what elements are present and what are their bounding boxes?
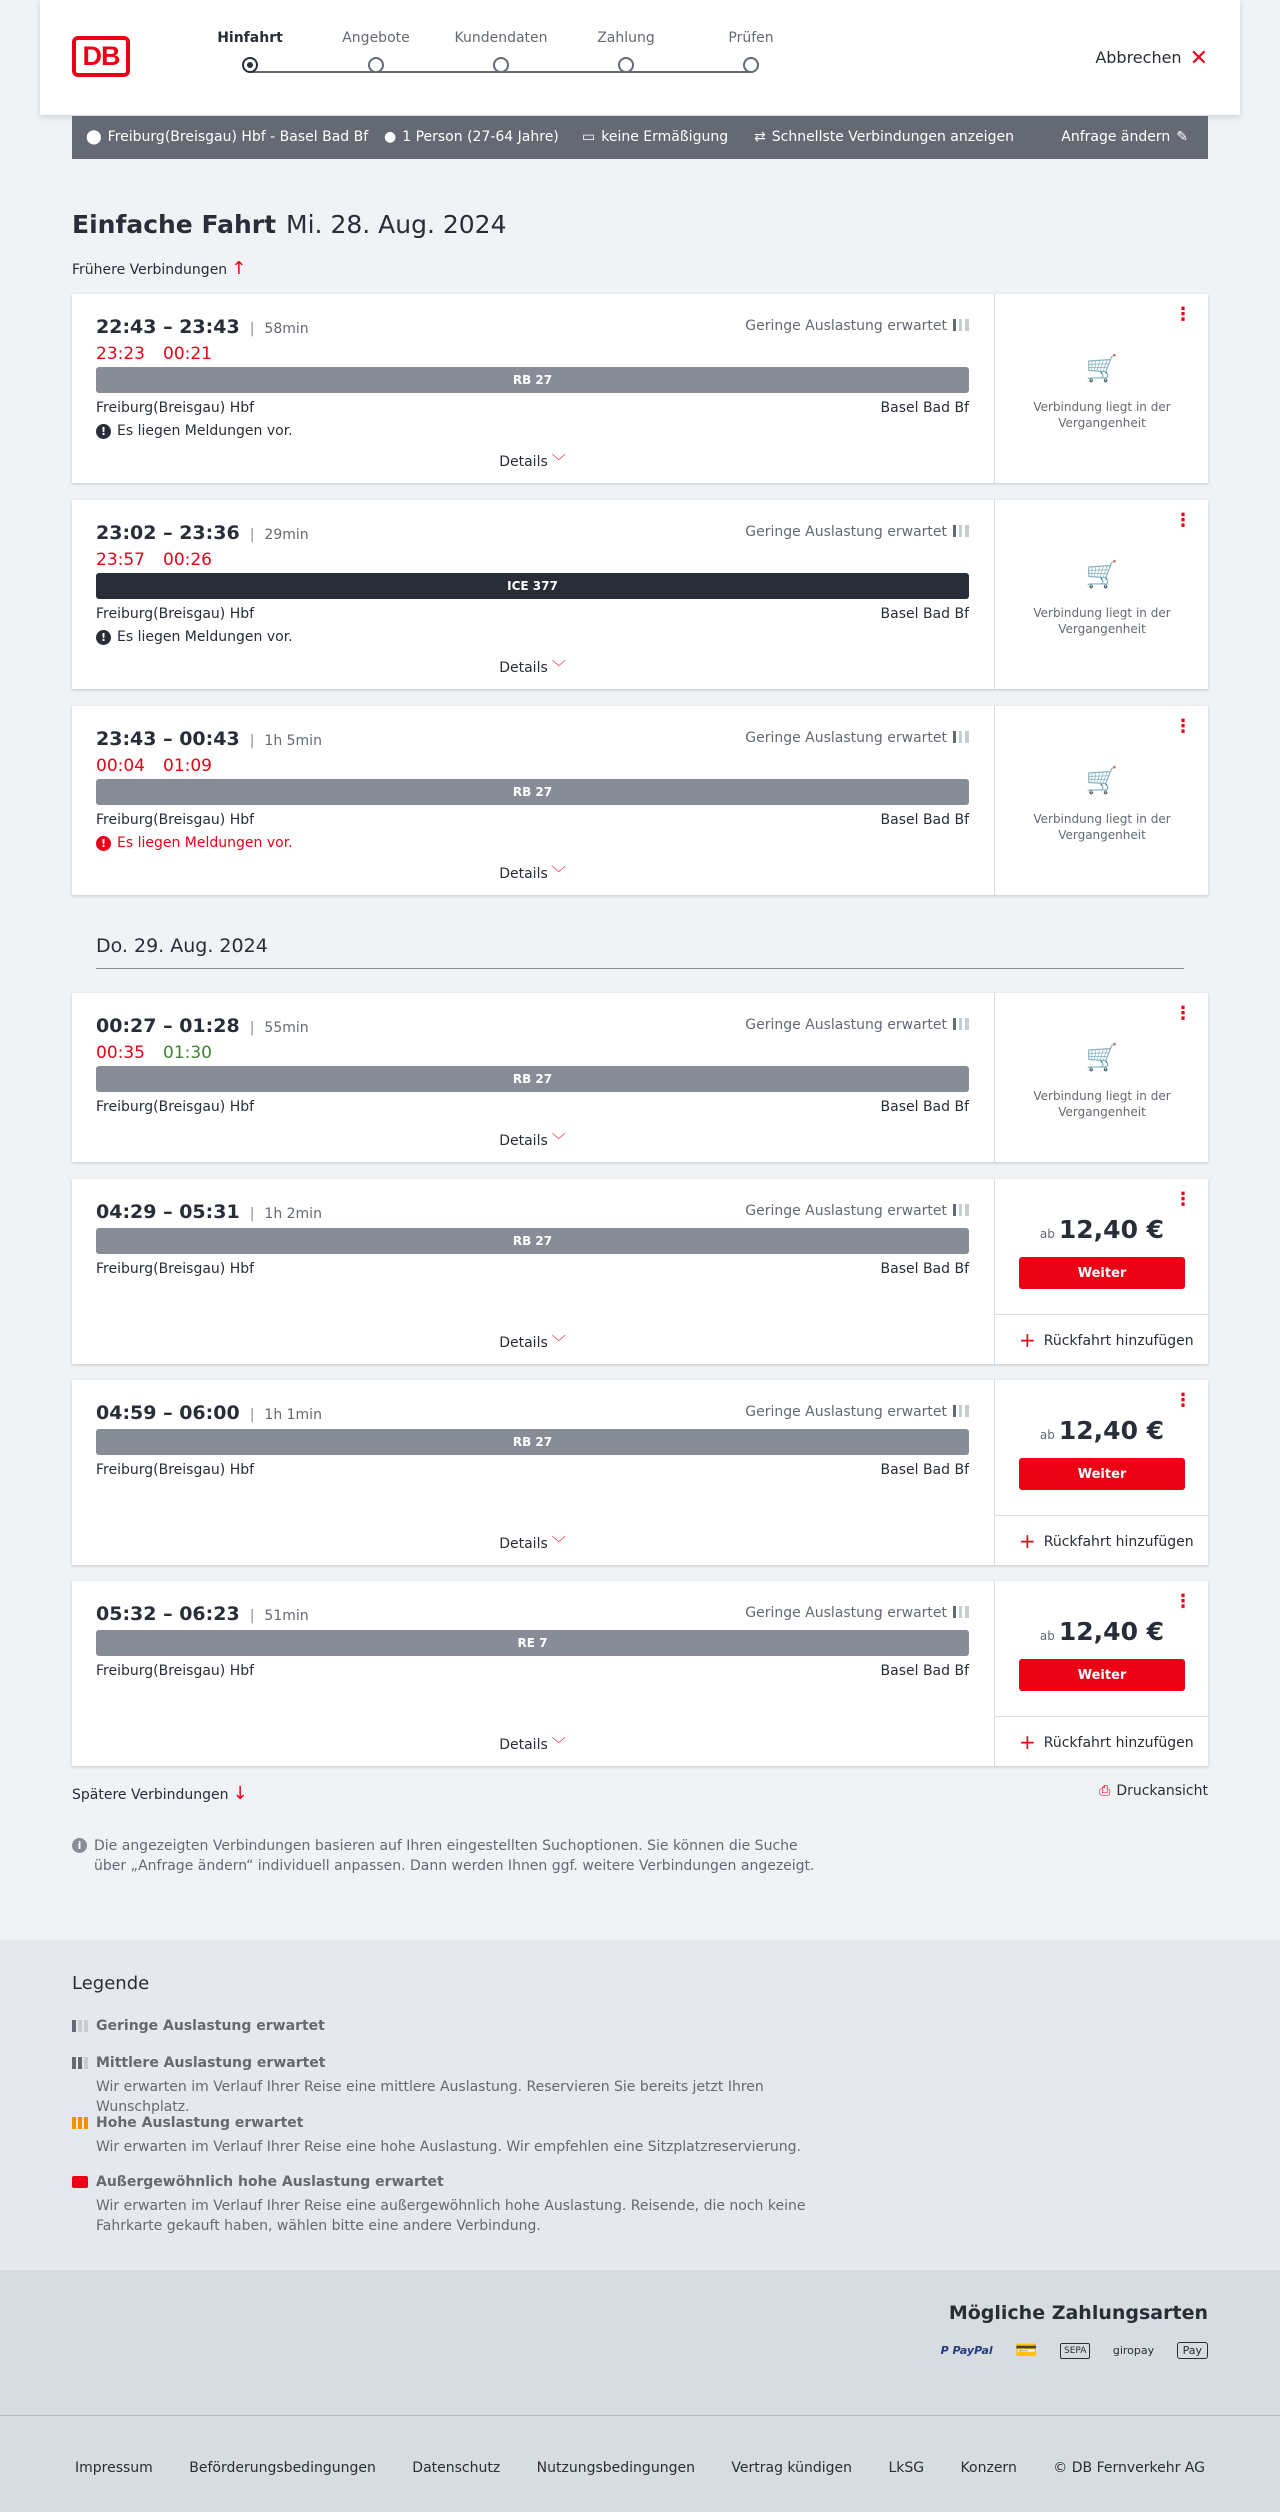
price	[995, 1215, 1209, 1244]
train-bar: RB 27	[96, 367, 969, 393]
load-indicator	[745, 318, 969, 334]
booking-panel	[994, 1380, 1208, 1565]
cancel-label: Abbrechen	[1095, 48, 1182, 67]
price-prefix: ab	[1039, 1227, 1055, 1241]
message-text: Es liegen Meldungen vor.	[117, 835, 293, 851]
train-bar: RB 27	[96, 779, 969, 805]
footer-link-befoerderung[interactable]: Beförderungsbedingungen	[189, 2460, 376, 2476]
credit-card-icon: 💳	[1015, 2340, 1038, 2361]
persons-text: 1 Person (27-64 Jahre)	[402, 129, 559, 145]
booking-panel	[994, 993, 1208, 1162]
chevron-down-icon: ﹀	[551, 866, 566, 882]
origin-station: Freiburg(Breisgau) Hbf	[96, 606, 255, 622]
step-dot	[242, 57, 258, 73]
add-return-label: Rückfahrt hinzufügen	[1043, 1534, 1194, 1550]
paypal-icon: P PayPal	[940, 2344, 993, 2357]
connection-card	[72, 993, 1208, 1162]
details-label: Details	[499, 1536, 548, 1552]
add-return-label: Rückfahrt hinzufügen	[1043, 1735, 1194, 1751]
destination-station: Basel Bad Bf	[880, 1663, 969, 1679]
train-bar: ICE 377	[96, 573, 969, 599]
duration: | 58min	[250, 321, 309, 337]
step-label: Angebote	[342, 30, 410, 46]
details-toggle[interactable]	[72, 657, 993, 677]
step-label: Kundendaten	[454, 30, 548, 46]
info-text: Die angezeigten Verbindungen basieren auf Ihren eingestellten Suchoptionen. Sie können die Suche über „Anfrage ändern“ individuell anpassen. Dann werden Ihnen ggf. weitere Verbindungen angezeigt.	[94, 1838, 815, 1874]
load-text: Geringe Auslastung erwartet	[745, 318, 947, 334]
pencil-icon: ✎	[1176, 129, 1188, 145]
footer-link-kuendigen[interactable]: Vertrag kündigen	[731, 2460, 852, 2476]
sepa-icon: SEPA	[1060, 2343, 1090, 2359]
chevron-down-icon: ﹀	[551, 454, 566, 470]
details-toggle[interactable]	[72, 451, 993, 471]
destination-station: Basel Bad Bf	[880, 1261, 969, 1277]
realtime-arrival: 01:30	[163, 1043, 212, 1063]
connection-main[interactable]	[72, 500, 993, 689]
connection-main[interactable]	[72, 1581, 993, 1766]
legend-item-title: Geringe Auslastung erwartet	[96, 2018, 325, 2034]
destination-station: Basel Bad Bf	[880, 812, 969, 828]
summary-fastest	[754, 129, 1014, 145]
duration: | 1h 2min	[250, 1206, 322, 1222]
legend-item-high	[72, 2115, 832, 2157]
train-bar: RB 27	[96, 1429, 969, 1455]
train-bar: RE 7	[96, 1630, 969, 1656]
fastest-text: Schnellste Verbindungen anzeigen	[771, 129, 1014, 145]
alert-icon: !	[96, 836, 111, 851]
footer-link-datenschutz[interactable]: Datenschutz	[412, 2460, 501, 2476]
later-label: Spätere Verbindungen	[72, 1787, 229, 1803]
time-range: 04:59 – 06:00	[96, 1402, 240, 1424]
origin-station: Freiburg(Breisgau) Hbf	[96, 812, 255, 828]
load-very-high-icon	[72, 2176, 88, 2188]
duration: | 51min	[250, 1608, 309, 1624]
train-bar: RB 27	[96, 1066, 969, 1092]
plus-icon: +	[1019, 1529, 1036, 1553]
details-toggle[interactable]	[72, 1332, 993, 1352]
connection-main[interactable]	[72, 1179, 993, 1364]
booking-panel	[994, 1581, 1208, 1766]
progress-steps	[210, 30, 774, 80]
step-dot	[743, 57, 759, 73]
chevron-down-icon: ﹀	[551, 660, 566, 676]
connection-times	[96, 728, 322, 750]
message-notice	[96, 629, 293, 645]
earlier-label: Frühere Verbindungen	[72, 262, 228, 278]
summary-route	[86, 129, 368, 145]
realtime-times	[96, 344, 230, 364]
load-indicator	[745, 1404, 969, 1420]
footer	[0, 2415, 1280, 2512]
booking-panel	[994, 500, 1208, 689]
origin-station: Freiburg(Breisgau) Hbf	[96, 1261, 255, 1277]
chevron-down-icon: ﹀	[551, 1133, 566, 1149]
trip-type: Einfache Fahrt	[72, 210, 277, 239]
print-label: Druckansicht	[1116, 1783, 1208, 1799]
load-low-icon	[953, 1405, 969, 1417]
db-logo[interactable]: DB	[72, 36, 130, 77]
connection-main[interactable]	[72, 294, 993, 483]
load-indicator	[745, 1605, 969, 1621]
realtime-departure: 23:57	[96, 550, 145, 570]
legend-item-medium	[72, 2055, 832, 2117]
connection-times	[96, 1603, 309, 1625]
origin-station: Freiburg(Breisgau) Hbf	[96, 1663, 255, 1679]
location-pin-icon: ⬤	[86, 129, 102, 145]
duration: | 1h 1min	[250, 1407, 322, 1423]
load-indicator	[745, 730, 969, 746]
search-summary-bar	[72, 116, 1208, 159]
chevron-down-icon: ﹀	[551, 1737, 566, 1753]
legend-section	[0, 1940, 1280, 2270]
footer-link-lksg[interactable]: LkSG	[888, 2460, 925, 2476]
payment-title: Mögliche Zahlungsarten	[948, 2302, 1208, 2324]
destination-station: Basel Bad Bf	[880, 400, 969, 416]
connection-card	[72, 1179, 1208, 1364]
load-low-icon	[953, 1204, 969, 1216]
more-options-icon[interactable]: ⋮	[1174, 1003, 1192, 1024]
load-low-icon	[72, 2020, 88, 2032]
legend-title: Legende	[72, 1973, 150, 1994]
past-connection-note: Verbindung liegt in der Vergangenheit	[1033, 606, 1171, 636]
legend-item-title: Hohe Auslastung erwartet	[96, 2115, 304, 2131]
chevron-down-icon: ﹀	[551, 1536, 566, 1552]
legend-item-title: Mittlere Auslastung erwartet	[96, 2055, 326, 2071]
message-text: Es liegen Meldungen vor.	[117, 629, 293, 645]
realtime-arrival: 00:26	[163, 550, 212, 570]
time-range: 05:32 – 06:23	[96, 1603, 240, 1625]
printer-icon: ⎙	[1099, 1783, 1111, 1799]
connection-times	[96, 1402, 322, 1424]
destination-station: Basel Bad Bf	[880, 1099, 969, 1115]
details-toggle[interactable]	[72, 1533, 993, 1553]
legend-item-very-high	[72, 2174, 832, 2236]
alert-icon: !	[96, 424, 111, 439]
legend-item-text: Wir erwarten im Verlauf Ihrer Reise eine hohe Auslastung. Wir empfehlen eine Sitzplatzreservierung.	[96, 2139, 801, 2155]
load-text: Geringe Auslastung erwartet	[745, 524, 947, 540]
load-text: Geringe Auslastung erwartet	[745, 730, 947, 746]
realtime-arrival: 00:21	[163, 344, 212, 364]
header	[40, 0, 1240, 115]
details-toggle[interactable]	[72, 1130, 993, 1150]
close-icon: ✕	[1189, 46, 1208, 71]
cancel-button[interactable]	[1095, 46, 1208, 71]
details-label: Details	[499, 1133, 548, 1149]
footer-link-konzern[interactable]: Konzern	[960, 2460, 1017, 2476]
time-range: 23:43 – 00:43	[96, 728, 240, 750]
connection-times	[96, 522, 309, 544]
load-medium-icon	[72, 2057, 88, 2069]
cart-icon: 🛒	[1085, 766, 1119, 796]
summary-discount	[582, 129, 728, 145]
bahncard-icon: ▭	[582, 129, 596, 145]
realtime-departure: 00:35	[96, 1043, 145, 1063]
step-pruefen[interactable]	[691, 30, 811, 73]
more-options-icon[interactable]: ⋮	[1174, 1189, 1192, 1210]
info-icon: i	[72, 1838, 87, 1853]
realtime-departure: 00:04	[96, 756, 145, 776]
connection-times	[96, 1201, 322, 1223]
price	[995, 1617, 1209, 1646]
continue-button[interactable]: Weiter	[1019, 1458, 1185, 1490]
load-text: Geringe Auslastung erwartet	[745, 1017, 947, 1033]
details-label: Details	[499, 866, 548, 882]
details-toggle[interactable]	[72, 1734, 993, 1754]
realtime-departure: 23:23	[96, 344, 145, 364]
apple-pay-icon: Pay	[1177, 2342, 1208, 2359]
message-text: Es liegen Meldungen vor.	[117, 423, 293, 439]
load-high-icon	[72, 2117, 88, 2129]
cart-icon: 🛒	[1085, 1043, 1119, 1073]
details-label: Details	[499, 454, 548, 470]
step-kundendaten[interactable]	[441, 30, 561, 73]
details-label: Details	[499, 660, 548, 676]
load-indicator	[745, 1017, 969, 1033]
info-note	[72, 1836, 832, 1876]
change-request-label: Anfrage ändern	[1061, 129, 1171, 145]
details-label: Details	[499, 1737, 548, 1753]
realtime-times	[96, 1043, 230, 1063]
step-hinfahrt	[190, 30, 310, 73]
booking-panel	[994, 1179, 1208, 1364]
details-label: Details	[499, 1335, 548, 1351]
connection-card	[72, 500, 1208, 689]
time-range: 04:29 – 05:31	[96, 1201, 240, 1223]
discount-text: keine Ermäßigung	[601, 129, 729, 145]
connection-card	[72, 1581, 1208, 1766]
alert-icon: !	[96, 630, 111, 645]
time-range: 23:02 – 23:36	[96, 522, 240, 544]
more-options-icon[interactable]: ⋮	[1174, 1390, 1192, 1411]
train-bar: RB 27	[96, 1228, 969, 1254]
duration: | 55min	[250, 1020, 309, 1036]
origin-station: Freiburg(Breisgau) Hbf	[96, 400, 255, 416]
step-dot	[368, 57, 384, 73]
chevron-down-icon: ﹀	[551, 1335, 566, 1351]
payment-icons	[923, 2340, 1208, 2361]
more-options-icon[interactable]: ⋮	[1174, 304, 1192, 325]
later-connections-link[interactable]	[72, 1783, 248, 1804]
cart-icon: 🛒	[1085, 560, 1119, 590]
footer-copyright: © DB Fernverkehr AG	[1053, 2460, 1205, 2476]
details-toggle[interactable]	[72, 863, 993, 883]
step-label: Hinfahrt	[217, 30, 283, 46]
arrow-down-icon: ↓	[232, 1783, 248, 1804]
more-options-icon[interactable]: ⋮	[1174, 510, 1192, 531]
continue-button[interactable]: Weiter	[1019, 1659, 1185, 1691]
add-return-button[interactable]	[995, 1314, 1209, 1364]
price-value: 12,40 €	[1058, 1215, 1165, 1244]
price-value: 12,40 €	[1058, 1416, 1165, 1445]
realtime-times	[96, 550, 230, 570]
booking-panel	[994, 294, 1208, 483]
earlier-connections-link[interactable]	[72, 258, 246, 279]
print-view-link[interactable]	[1099, 1783, 1208, 1799]
connection-times	[96, 1015, 309, 1037]
person-icon: ●	[384, 129, 397, 145]
legend-item-text: Wir erwarten im Verlauf Ihrer Reise eine mittlere Auslastung. Reservieren Sie bereits jetzt Ihren Wunschplatz.	[96, 2079, 764, 2115]
swap-arrows-icon: ⇄	[754, 129, 766, 145]
duration: | 29min	[250, 527, 309, 543]
change-request-button[interactable]	[1061, 129, 1194, 145]
plus-icon: +	[1019, 1328, 1036, 1352]
connection-main[interactable]	[72, 1380, 993, 1565]
route-text: Freiburg(Breisgau) Hbf - Basel Bad Bf	[107, 129, 369, 145]
payment-section	[0, 2270, 1280, 2415]
past-connection-note: Verbindung liegt in der Vergangenheit	[1033, 812, 1171, 842]
load-text: Geringe Auslastung erwartet	[745, 1203, 947, 1219]
summary-persons	[384, 129, 559, 145]
time-range: 00:27 – 01:28	[96, 1015, 240, 1037]
load-low-icon	[953, 1606, 969, 1618]
footer-links	[0, 2460, 1280, 2476]
load-low-icon	[953, 1018, 969, 1030]
load-low-icon	[953, 525, 969, 537]
destination-station: Basel Bad Bf	[880, 1462, 969, 1478]
add-return-button[interactable]	[995, 1716, 1209, 1766]
add-return-button[interactable]	[995, 1515, 1209, 1565]
legend-item-title: Außergewöhnlich hohe Auslastung erwartet	[96, 2174, 444, 2190]
price-value: 12,40 €	[1058, 1617, 1165, 1646]
realtime-arrival: 01:09	[163, 756, 212, 776]
connection-times	[96, 316, 309, 338]
legend-item-text: Wir erwarten im Verlauf Ihrer Reise eine außergewöhnlich hohe Auslastung. Reisende, die noch keine Fahrkarte gekauft haben, wählen bitte eine andere Verbindung.	[96, 2198, 806, 2234]
price-prefix: ab	[1039, 1428, 1055, 1442]
trip-date: Mi. 28. Aug. 2024	[286, 210, 507, 239]
giropay-icon: giropay	[1112, 2344, 1155, 2357]
step-dot	[618, 57, 634, 73]
past-connection-note: Verbindung liegt in der Vergangenheit	[1033, 400, 1171, 430]
realtime-times	[96, 756, 230, 776]
footer-link-nutzung[interactable]: Nutzungsbedingungen	[536, 2460, 695, 2476]
load-indicator	[745, 1203, 969, 1219]
load-text: Geringe Auslastung erwartet	[745, 1404, 947, 1420]
message-notice	[96, 835, 293, 851]
page-title	[72, 210, 506, 239]
step-dot	[493, 57, 509, 73]
load-indicator	[745, 524, 969, 540]
destination-station: Basel Bad Bf	[880, 606, 969, 622]
connection-main[interactable]	[72, 706, 993, 895]
continue-button[interactable]: Weiter	[1019, 1257, 1185, 1289]
time-range: 22:43 – 23:43	[96, 316, 240, 338]
footer-link-impressum[interactable]: Impressum	[75, 2460, 153, 2476]
origin-station: Freiburg(Breisgau) Hbf	[96, 1462, 255, 1478]
step-label: Zahlung	[597, 30, 655, 46]
connection-main[interactable]	[72, 993, 993, 1162]
more-options-icon[interactable]: ⋮	[1174, 716, 1192, 737]
connection-card	[72, 1380, 1208, 1565]
day-separator: Do. 29. Aug. 2024	[96, 935, 1184, 969]
arrow-up-icon: ↑	[231, 258, 247, 279]
load-low-icon	[953, 319, 969, 331]
price-prefix: ab	[1039, 1629, 1055, 1643]
add-return-label: Rückfahrt hinzufügen	[1043, 1333, 1194, 1349]
booking-panel	[994, 706, 1208, 895]
duration: | 1h 5min	[250, 733, 322, 749]
past-connection-note: Verbindung liegt in der Vergangenheit	[1033, 1089, 1171, 1119]
step-zahlung[interactable]	[566, 30, 686, 73]
step-angebote[interactable]	[316, 30, 436, 73]
message-notice	[96, 423, 293, 439]
cart-icon: 🛒	[1085, 354, 1119, 384]
price	[995, 1416, 1209, 1445]
load-text: Geringe Auslastung erwartet	[745, 1605, 947, 1621]
more-options-icon[interactable]: ⋮	[1174, 1591, 1192, 1612]
plus-icon: +	[1019, 1730, 1036, 1754]
connection-card	[72, 294, 1208, 483]
origin-station: Freiburg(Breisgau) Hbf	[96, 1099, 255, 1115]
step-label: Prüfen	[728, 30, 774, 46]
load-low-icon	[953, 731, 969, 743]
legend-item-low	[72, 2018, 832, 2040]
connection-card	[72, 706, 1208, 895]
